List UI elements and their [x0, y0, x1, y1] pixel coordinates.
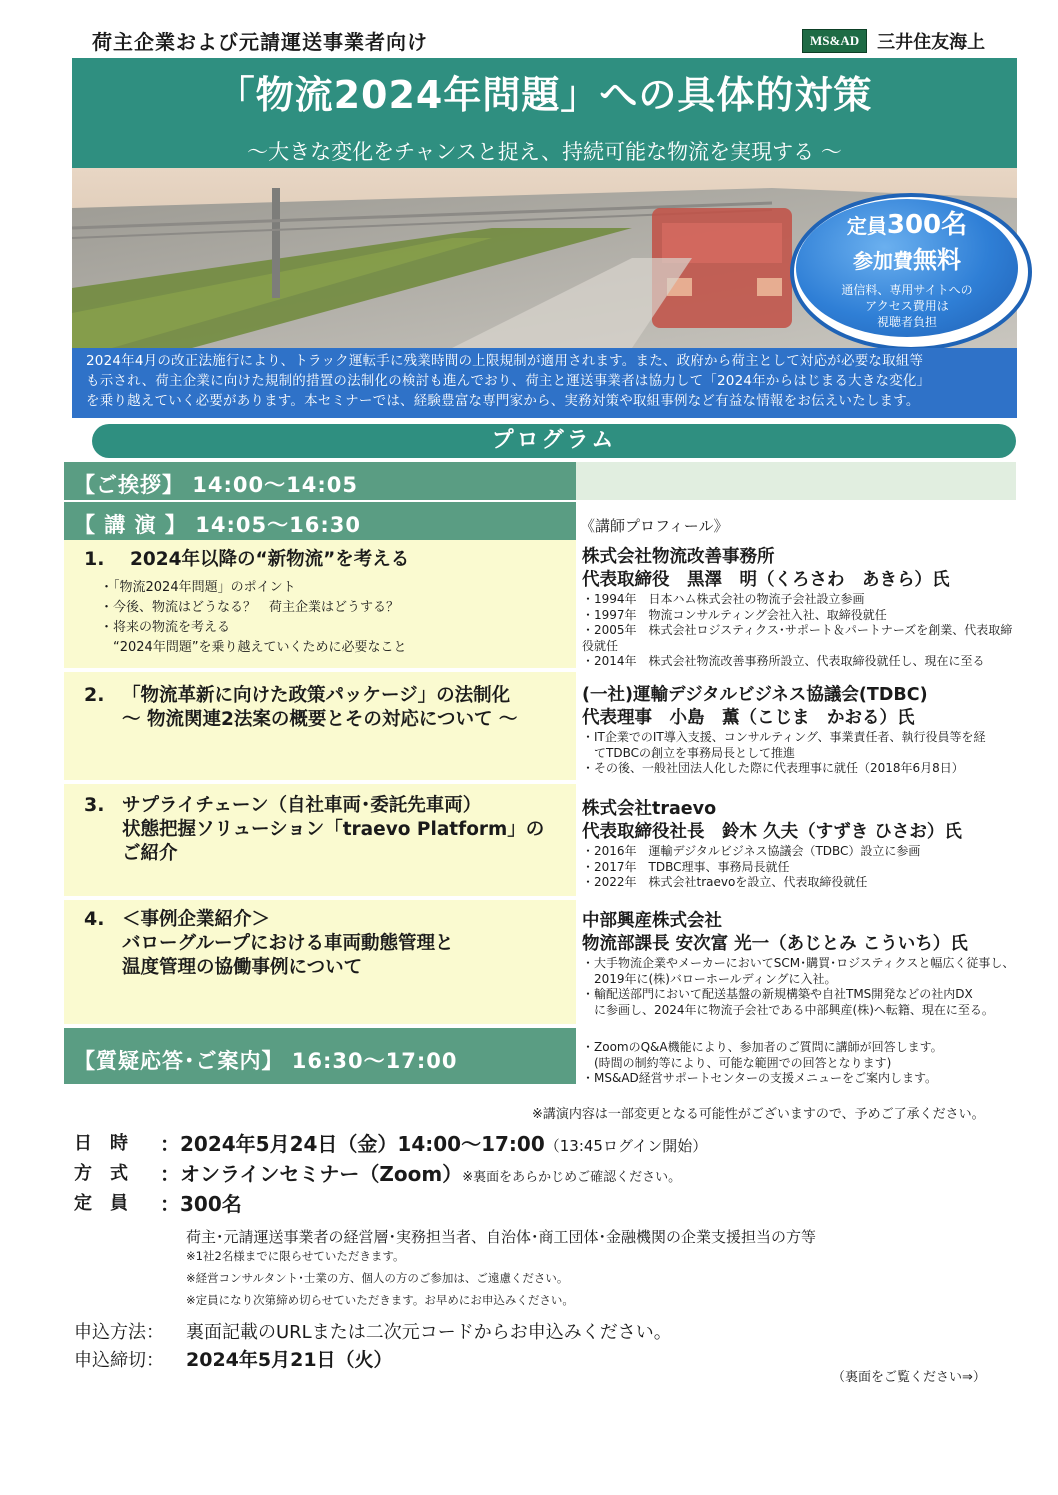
change-notice: ※講演内容は一部変更となる可能性がございますので、予めご了承ください。	[532, 1107, 985, 1122]
lecture-time: 【 講 演 】 14:05〜16:30	[74, 513, 361, 537]
page-subtitle: 〜大きな変化をチャンスと捉え、持続可能な物流を実現する 〜	[247, 140, 842, 164]
profile-2-name: 代表理事 小島 薫（こじま かおる）氏	[582, 708, 915, 728]
greeting-row-right	[576, 462, 1016, 500]
profile-3-history: ・2016年 運輸デジタルビジネス協議会（TDBC）設立に参画 ・2017年 TDBC理事、事務局長就任 ・2022年 株式会社traevoを設立、代表取締役就任	[582, 844, 921, 889]
lecture-1-title: 2024年以降の“新物流”を考える	[130, 549, 410, 570]
note-2: ※経営コンサルタント･士業の方、個人の方のご参加は、ご遠慮ください。	[186, 1271, 569, 1285]
profile-4	[582, 910, 1018, 1018]
lecture-3-title: サプライチェーン（自社車両･委託先車両） 状態把握ソリューション「traevo Platform」の ご紹介	[122, 795, 545, 864]
greeting-time: 【ご挨拶】 14:00〜14:05	[74, 473, 359, 497]
profile-4-org: 中部興産株式会社	[582, 911, 722, 931]
lecture-3-number: 3.	[84, 794, 105, 816]
deadline-label: 申込締切：	[74, 1350, 164, 1371]
lecture-4-number: 4.	[84, 908, 105, 930]
profile-1-history: ・1994年 日本ハム株式会社の物流子会社設立参画 ・1997年 物流コンサルティング会社入社、取締役就任 ・2005年 株式会社ロジスティクス･サポート＆パートナーズを創業、代表取締役就任 ・2014年 株式会社物流改善事務所設立、代表取締役就任し、現在に至る	[582, 592, 1013, 668]
method-label: 方 式	[74, 1163, 128, 1184]
method-value: ：オンラインセミナー（Zoom）※裏面をあらかじめご確認ください。	[160, 1162, 682, 1186]
lecture-1-number: 1.	[84, 548, 105, 570]
company-name: 三井住友海上	[877, 32, 986, 53]
profile-2	[582, 684, 1018, 777]
company-logo	[802, 28, 985, 54]
profile-2-history: ・IT企業でのIT導入支援、コンサルティング、事業責任者、執行役員等を経 てTDBCの創立を事務局長として推進 ・その後、一般社団法人化した際に代表理事に就任（2018年6月8日）	[582, 730, 986, 775]
see-back-notice: （裏面をご覧ください⇒）	[832, 1370, 986, 1385]
capacity-value: ：300名	[160, 1192, 242, 1216]
apply-label: 申込方法：	[74, 1322, 164, 1343]
target-audience: 荷主企業および元請運送事業者向け	[92, 30, 428, 54]
msad-logo-box: MS&AD	[802, 29, 867, 53]
lecture-1-bullets: ・「物流2024年問題」のポイント ・今後、物流はどうなる？ 荷主企業はどうする？ ・将来の物流を考える “2024年問題”を乗り越えていくために必要なこと	[100, 580, 407, 655]
apply-value: 裏面記載のURLまたは二次元コードからお申込みください。	[186, 1322, 672, 1343]
qa-notes: ・ZoomのQ&A機能により、参加者のご質問に講師が回答します。 (時間の制約等により、可能な範囲での回答となります) ・MS&AD経営サポートセンターの支援メニューをご案内します。	[582, 1040, 943, 1085]
profile-3-name: 代表取締役社長 鈴木 久夫（すずき ひさお）氏	[582, 822, 962, 842]
profile-1-name: 代表取締役 黒澤 明（くろさわ あきら）氏	[582, 570, 950, 590]
deadline-value: 2024年5月21日（火）	[186, 1349, 393, 1371]
intro-text: 2024年4月の改正法施行により、トラック運転手に残業時間の上限規制が適用されます。また、政府から荷主として対応が必要な取組等 も示され、荷主企業に向けた規制的措置の法制化の検討も進んでおり、荷主と運送事業者は協力して「2024年からはじまる大きな変化」 を乗り越えていく必要があります。本セミナーでは、経験豊富な専門家から、実務対策や取組事例など有益な情報をお伝えいたします。	[72, 348, 1017, 418]
program-heading: プログラム	[92, 424, 1016, 458]
qa-time: 【質疑応答･ご案内】 16:30〜17:00	[74, 1049, 458, 1073]
profile-4-history: ・大手物流企業やメーカーにおいてSCM･購買･ロジスティクスと幅広く従事し、 2019年に(株)バローホールディングに入社。 ・輸配送部門において配送基盤の新規構築や自社TMS開発などの社内DX に参画し、2024年に物流子会社である中部興産(株)へ転籍、現在に至る。	[582, 956, 1015, 1017]
profile-3	[582, 798, 1018, 891]
capacity-label: 定 員	[74, 1193, 128, 1214]
page-title: 「物流2024年問題」への具体的対策	[216, 73, 873, 117]
profile-1-org: 株式会社物流改善事務所	[582, 547, 775, 567]
audience-text: 荷主･元請運送事業者の経営層･実務担当者、自治体･商工団体･金融機関の企業支援担当の方等	[186, 1228, 817, 1246]
date-label: 日 時	[74, 1133, 128, 1154]
capacity-line: 定員300名	[846, 210, 968, 240]
profile-1	[582, 546, 1018, 670]
profile-heading: 《講師プロフィール》	[580, 517, 729, 535]
profile-4-name: 物流部課長 安次富 光一（あじとみ こういち）氏	[582, 934, 968, 954]
date-value: ：2024年5月24日（金）14:00〜17:00（13:45ログイン開始）	[160, 1132, 708, 1156]
lecture-4-title: ＜事例企業紹介＞ バローグループにおける車両動態管理と 温度管理の協働事例について	[122, 909, 454, 978]
lecture-2-title: 「物流革新に向けた政策パッケージ」の法制化 〜 物流関連2法案の概要とその対応について 〜	[122, 685, 518, 730]
fee-note: 通信料、専用サイトへの アクセス費用は 視聴者負担	[841, 283, 973, 329]
note-1: ※1社2名様までに限らせていただきます。	[186, 1249, 405, 1263]
lecture-2-number: 2.	[84, 684, 105, 706]
fee-line: 参加費無料	[853, 246, 961, 274]
profile-3-org: 株式会社traevo	[582, 799, 717, 819]
profile-2-org: (一社)運輸デジタルビジネス協議会(TDBC)	[582, 685, 928, 705]
note-3: ※定員になり次第締め切らせていただきます。お早めにお申込みください。	[186, 1293, 574, 1307]
